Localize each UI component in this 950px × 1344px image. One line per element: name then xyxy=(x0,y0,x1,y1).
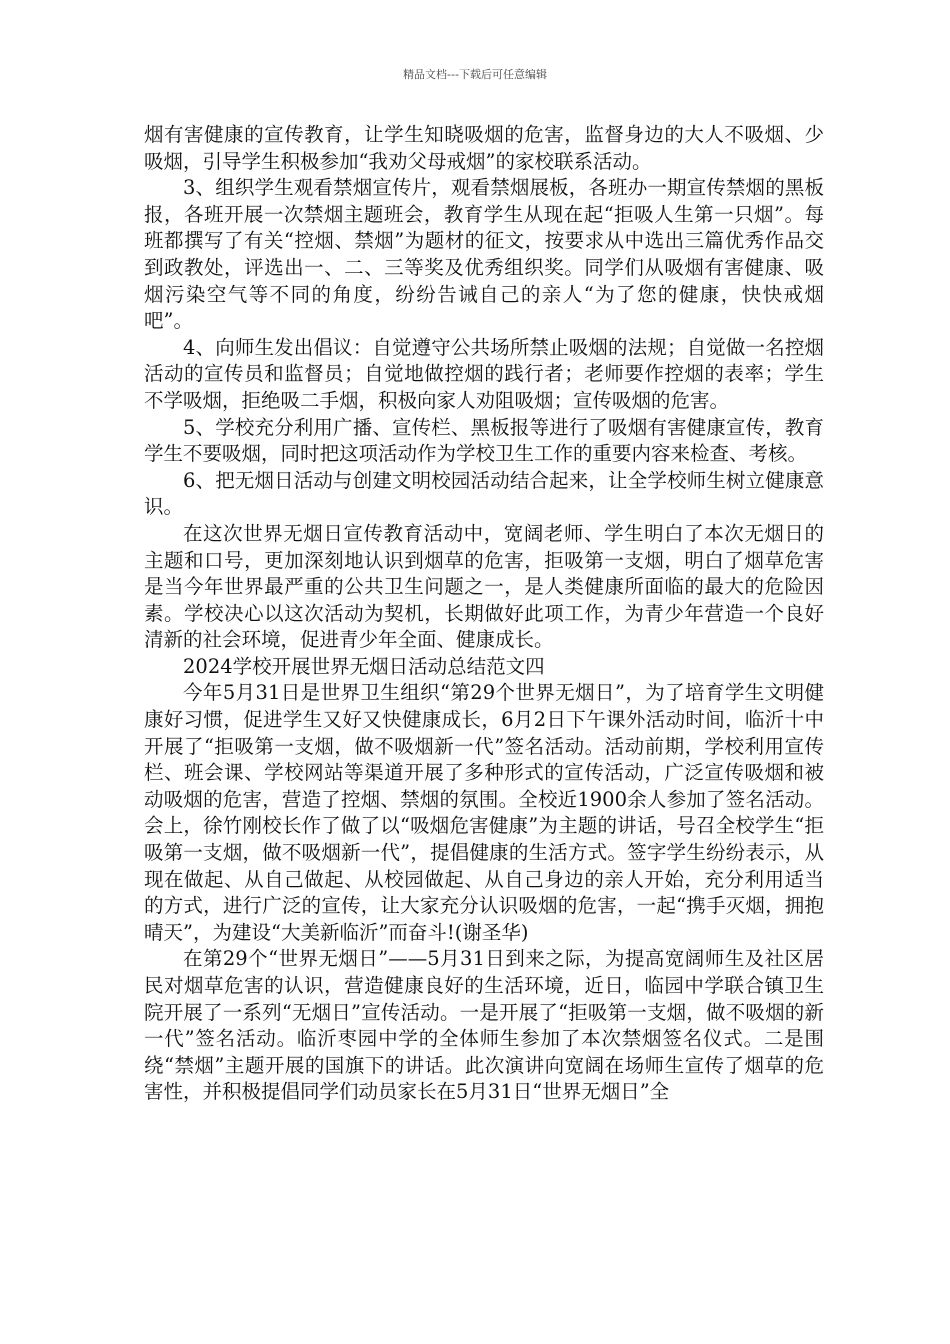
paragraph: 4、向师生发出倡议：自觉遵守公共场所禁止吸烟的法规；自觉做一名控烟活动的宣传员和监督员；自觉地做控烟的践行者；老师要作控烟的表率；学生不学吸烟，拒绝吸二手烟，积极向家人劝阻吸烟；宣传吸烟的危害。 xyxy=(144,335,824,412)
paragraph: 在这次世界无烟日宣传教育活动中，宽阔老师、学生明白了本次无烟日的主题和口号，更加深刻地认识到烟草的危害，拒吸第一支烟，明白了烟草危害是当今年世界最严重的公共卫生问题之一，是人类健康所面临的最大的危险因素。学校决心以这次活动为契机，长期做好此项工作，为青少年营造一个良好清新的社会环境，促进青少年全面、健康成长。 xyxy=(144,521,824,652)
paragraph: 5、学校充分利用广播、宣传栏、黑板报等进行了吸烟有害健康宣传，教育学生不要吸烟，同时把这项活动作为学校卫生工作的重要内容来检查、考核。 xyxy=(144,415,824,466)
paragraph: 6、把无烟日活动与创建文明校园活动结合起来，让全学校师生树立健康意识。 xyxy=(144,468,824,519)
paragraph: 在第29个“世界无烟日”——5月31日到来之际，为提高宽阔师生及社区居民对烟草危害的认识，营造健康良好的生活环境，近日，临园中学联合镇卫生院开展了一系列“无烟日”宣传活动。一是开展了“拒吸第一支烟，做不吸烟的新一代”签名活动。临沂枣园中学的全体师生参加了本次禁烟签名仪式。二是围绕“禁烟”主题开展的国旗下的讲话。此次演讲向宽阔在场师生宣传了烟草的危害性，并积极提倡同学们动员家长在5月31日“世界无烟日”全 xyxy=(144,947,824,1104)
page-header: 精品文档---下载后可任意编辑 xyxy=(403,68,547,81)
document-body xyxy=(144,122,824,1106)
paragraph: 烟有害健康的宣传教育，让学生知晓吸烟的危害，监督身边的大人不吸烟、少吸烟，引导学生积极参加“我劝父母戒烟”的家校联系活动。 xyxy=(144,123,824,173)
section-heading: 2024学校开展世界无烟日活动总结范文四 xyxy=(183,654,545,678)
paragraph: 3、组织学生观看禁烟宣传片，观看禁烟展板，各班办一期宣传禁烟的黑板报，各班开展一次禁烟主题班会，教育学生从现在起“拒吸人生第一只烟”。每班都撰写了有关“控烟、禁烟”为题材的征文，按要求从中选出三篇优秀作品交到政教处，评选出一、二、三等奖及优秀组织奖。同学们从吸烟有害健康、吸烟污染空气等不同的角度，纷纷告诫自己的亲人“为了您的健康，快快戒烟吧”。 xyxy=(144,176,824,333)
paragraph: 今年5月31日是世界卫生组织“第29个世界无烟日”，为了培育学生文明健康好习惯，促进学生又好又快健康成长，6月2日下午课外活动时间，临沂十中开展了“拒吸第一支烟，做不吸烟新一代”签名活动。活动前期，学校利用宣传栏、班会课、学校网站等渠道开展了多种形式的宣传活动，广泛宣传吸烟和被动吸烟的危害，营造了控烟、禁烟的氛围。全校近1900余人参加了签名活动。会上，徐竹刚校长作了做了以“吸烟危害健康”为主题的讲话，号召全校学生“拒吸第一支烟，做不吸烟新一代”，提倡健康的生活方式。签字学生纷纷表示，从现在做起、从自己做起、从校园做起、从自己身边的亲人开始，充分利用适当的方式，进行广泛的宣传，让大家充分认识吸烟的危害，一起“携手灭烟，拥抱晴天”，为建设“大美新临沂”而奋斗!(谢圣华) xyxy=(144,681,824,944)
